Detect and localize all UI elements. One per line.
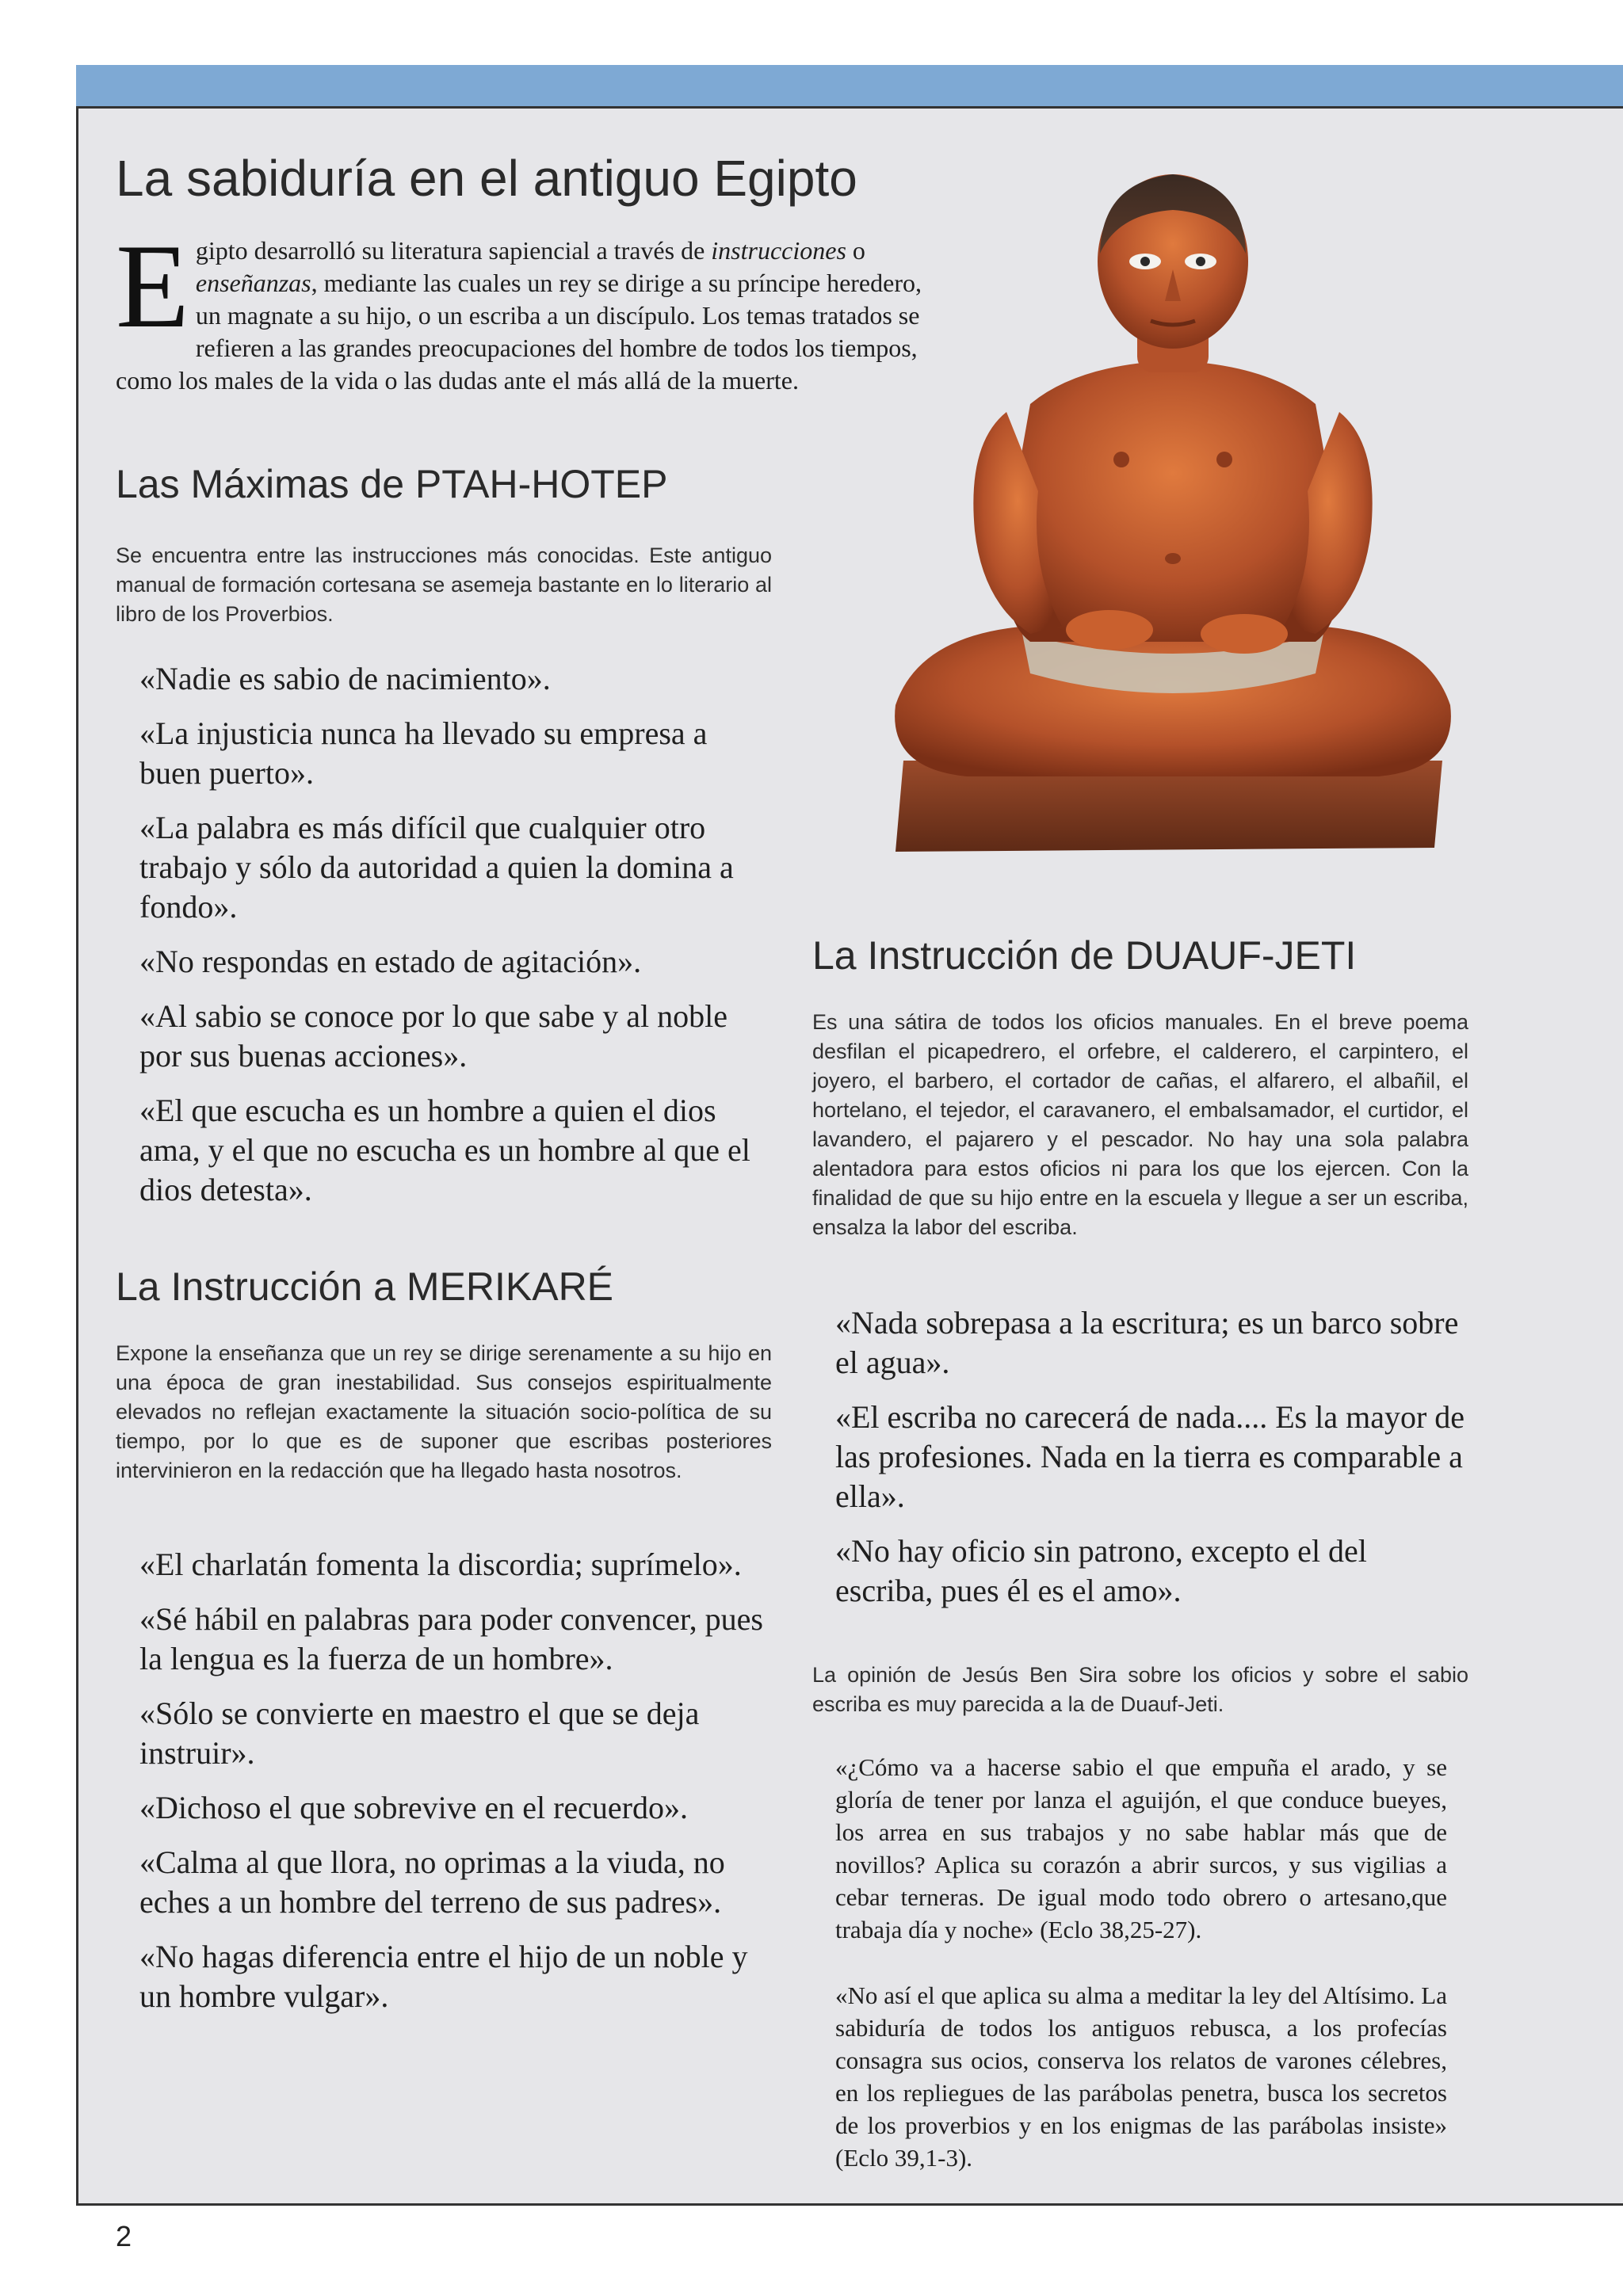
- intro-em-instrucciones: instrucciones: [711, 236, 846, 265]
- scribe-statue-image: [872, 158, 1474, 856]
- intro-paragraph: [116, 219, 940, 397]
- ben-sira-quote-1: «¿Cómo va a hacerse sabio el que empuña el arado, y se gloría de tener por lanza el aguijón, el que conduce bueyes, los arrea en sus trabajos y no sabe hablar más que de novillos? Aplica su corazón a abrir surcos, y sus vigilias a cebar terneras. De igual modo todo obrero o artesano,que trabaja día y noche» (Eclo 38,25-27).: [835, 1753, 1447, 1943]
- quote-item: «La palabra es más difícil que cualquier otro trabajo y sólo da autoridad a quien la domina a fondo».: [139, 810, 734, 925]
- quote-item: «La injusticia nunca ha llevado su empresa a buen puerto».: [139, 715, 708, 791]
- intro-text-3: , mediante las cuales un rey se dirige a su príncipe heredero, un magnate a su hijo, o un escriba a un discípulo. Los temas tratados se refieren a las grandes preocupaciones del hombre de todos los tiempos, como los males de la vida o las dudas ante el más allá de la muerte.: [116, 269, 922, 395]
- duauf-jeti-description: Es una sátira de todos los oficios manuales. En el breve poema desfilan el picapedrero, el orfebre, el calderero, el carpintero, el joyero, el barbero, el cortador de cañas, el alfarero, el albañil, el hortelano, el tejedor, el caravanero, el embalsamador, el curtidor, el lavandero, el pajarero y el pescador. No hay una sola palabra alentadora para estos oficios ni para los que los ejercen. Con la finalidad de que su hijo entre en la escuela y llegue a ser un escriba, ensalza la labor del escriba.: [812, 1010, 1468, 1239]
- duauf-jeti-quotes: [835, 1303, 1469, 1626]
- heading-ptah-hotep: Las Máximas de PTAH-HOTEP: [116, 462, 668, 506]
- quote-item: «Calma al que llora, no oprimas a la viuda, no eches a un hombre del terreno de sus padres».: [139, 1844, 725, 1920]
- quote-item: «Nadie es sabio de nacimiento».: [139, 661, 551, 696]
- page-title: La sabiduría en el antiguo Egipto: [116, 150, 857, 207]
- quote-item: «No respondas en estado de agitación».: [139, 944, 642, 979]
- merikare-quotes: [139, 1545, 766, 2031]
- quote-item: «El que escucha es un hombre a quien el dios ama, y el que no escucha es un hombre al que el dios detesta».: [139, 1093, 750, 1207]
- heading-duauf-jeti: La Instrucción de DUAUF-JETI: [812, 933, 1357, 978]
- ptah-hotep-description: Se encuentra entre las instrucciones más conocidas. Este antiguo manual de formación cortesana se asemeja bastante en lo literario al libro de los Proverbios.: [116, 543, 772, 626]
- page-number: 2: [116, 2220, 132, 2252]
- drop-cap: E: [116, 219, 189, 353]
- quote-item: «No hay oficio sin patrono, excepto el del escriba, pues él es el amo».: [835, 1533, 1367, 1608]
- header-bar: [76, 65, 1623, 106]
- quote-item: «Dichoso el que sobrevive en el recuerdo».: [139, 1790, 688, 1825]
- quote-item: «El escriba no carecerá de nada.... Es la mayor de las profesiones. Nada en la tierra es comparable a ella».: [835, 1399, 1465, 1514]
- quote-item: «Sé hábil en palabras para poder convencer, pues la lengua es la fuerza de un hombre».: [139, 1601, 763, 1676]
- quote-item: «Sólo se convierte en maestro el que se deja instruir».: [139, 1695, 700, 1771]
- ben-sira-description: La opinión de Jesús Ben Sira sobre los oficios y sobre el sabio escriba es muy parecida a la de Duauf-Jeti.: [812, 1663, 1468, 1716]
- intro-text-2: o: [846, 236, 865, 265]
- ptah-hotep-quotes: [139, 659, 773, 1225]
- intro-text-1: gipto desarrolló su literatura sapiencial a través de: [195, 236, 712, 265]
- ben-sira-quote-2: «No así el que aplica su alma a meditar la ley del Altísimo. La sabiduría de todos los antiguos rebusca, a los profecías consagra sus ocios, conserva los relatos de varones célebres, en los repliegues de las parábolas penetra, busca los secretos de los proverbios y en los enigmas de las parábolas insiste» (Eclo 39,1-3).: [835, 1981, 1447, 2172]
- quote-item: «Al sabio se conoce por lo que sabe y al noble por sus buenas acciones».: [139, 998, 728, 1074]
- intro-em-ensenanzas: enseñanzas: [195, 269, 311, 297]
- heading-merikare: La Instrucción a MERIKARÉ: [116, 1264, 614, 1309]
- quote-item: «Nada sobrepasa a la escritura; es un barco sobre el agua».: [835, 1305, 1459, 1380]
- merikare-description: Expone la enseñanza que un rey se dirige serenamente a su hijo en una época de gran inestabilidad. Sus consejos espiritualmente elevados no reflejan exactamente la situación socio-política de su tiempo, por lo que es de suponer que escribas posteriores intervinieron en la redacción que ha llegado hasta nosotros.: [116, 1341, 772, 1482]
- quote-item: «No hagas diferencia entre el hijo de un noble y un hombre vulgar».: [139, 1939, 748, 2014]
- quote-item: «El charlatán fomenta la discordia; suprímelo».: [139, 1547, 742, 1582]
